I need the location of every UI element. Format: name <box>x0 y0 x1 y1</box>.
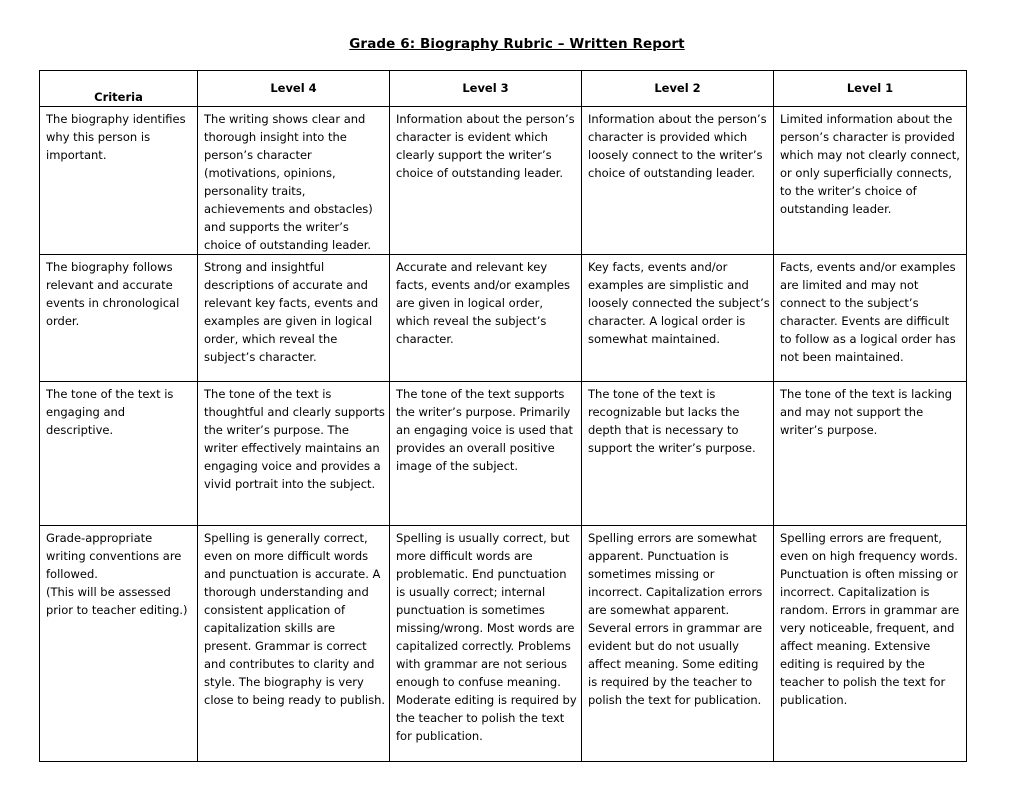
level-2-text: Information about the person’s character is provided which loosely connect to the writer’s choice of outstanding leader. <box>588 112 767 180</box>
level-3-cell <box>390 255 582 382</box>
level-3-text: Information about the person’s character is evident which clearly support the writer’s choice of outstanding leader. <box>396 112 575 180</box>
level-4-text: Spelling is generally correct, even on more difficult words and punctuation is accurate. A thorough understanding and consistent application of capitalization skills are present. Grammar is correct and contributes to clarity and style. The biography is very close to being ready to publish. <box>204 531 386 707</box>
level-4-cell <box>198 382 390 526</box>
level-3-cell <box>390 382 582 526</box>
column-header-level-1: Level 1 <box>774 71 967 107</box>
level-2-text: Key facts, events and/or examples are simplistic and loosely connected the subject’s character. A logical order is somewhat maintained. <box>588 260 770 346</box>
criteria-cell <box>40 255 198 382</box>
level-3-text: Spelling is usually correct, but more difficult words are problematic. End punctuation is usually correct; internal punctuation is sometimes missing/wrong. Most words are capitalized correctly. Problems with grammar are not serious enough to confuse meaning. Moderate editing is required by the teacher to polish the text for publication. <box>396 531 577 743</box>
criteria-text: The biography follows relevant and accurate events in chronological order. <box>46 260 180 328</box>
criteria-cell <box>40 382 198 526</box>
level-1-cell <box>774 107 967 255</box>
level-1-text: Facts, events and/or examples are limited and may not connect to the subject’s character. Events are difficult to follow as a logical order has not been maintained. <box>780 260 956 364</box>
criteria-text: The tone of the text is engaging and descriptive. <box>46 387 174 437</box>
table-row <box>40 255 967 382</box>
level-1-text: The tone of the text is lacking and may not support the writer’s purpose. <box>780 387 953 437</box>
level-3-cell <box>390 526 582 762</box>
rubric-table <box>39 70 967 762</box>
table-row <box>40 526 967 762</box>
level-2-text: Spelling errors are somewhat apparent. Punctuation is sometimes missing or incorrect. Capitalization errors are somewhat apparent. Several errors in grammar are evident but do not usually affect meaning. Some editing is required by the teacher to polish the text for publication. <box>588 531 763 707</box>
level-1-cell <box>774 526 967 762</box>
criteria-cell <box>40 526 198 762</box>
level-3-text: Accurate and relevant key facts, events and/or examples are given in logical order, which reveal the subject’s character. <box>396 260 571 346</box>
table-row <box>40 107 967 255</box>
criteria-text: The biography identifies why this person is important. <box>46 112 186 162</box>
level-2-cell <box>582 107 774 255</box>
level-4-cell <box>198 526 390 762</box>
table-header-row <box>40 71 967 107</box>
table-row <box>40 382 967 526</box>
column-header-level-4: Level 4 <box>198 71 390 107</box>
column-header-level-3: Level 3 <box>390 71 582 107</box>
level-1-text: Limited information about the person’s character is provided which may not clearly connect, or only superficially connects, to the writer’s choice of outstanding leader. <box>780 112 960 216</box>
level-1-cell <box>774 382 967 526</box>
criteria-text: Grade-appropriate writing conventions are followed. (This will be assessed prior to teacher editing.) <box>46 531 188 617</box>
level-2-cell <box>582 526 774 762</box>
level-4-cell <box>198 255 390 382</box>
level-2-text: The tone of the text is recognizable but lacks the depth that is necessary to support the writer’s purpose. <box>588 387 756 455</box>
column-header-level-2: Level 2 <box>582 71 774 107</box>
level-4-cell <box>198 107 390 255</box>
level-2-cell <box>582 382 774 526</box>
level-1-text: Spelling errors are frequent, even on high frequency words. Punctuation is often missing or incorrect. Capitalization is random. Errors in grammar are very noticeable, frequent, and affect meaning. Extensive editing is required by the teacher to polish the text for publication. <box>780 531 960 707</box>
page-title: Grade 6: Biography Rubric – Written Report <box>349 36 685 52</box>
level-4-text: The writing shows clear and thorough insight into the person’s character (motivations, opinions, personality traits, achievements and obstacles) and supports the writer’s choice of outstanding leader. <box>204 112 373 252</box>
level-2-cell <box>582 255 774 382</box>
level-4-text: Strong and insightful descriptions of accurate and relevant key facts, events and examples are given in logical order, which reveal the subject’s character. <box>204 260 379 364</box>
criteria-cell <box>40 107 198 255</box>
level-3-cell <box>390 107 582 255</box>
level-1-cell <box>774 255 967 382</box>
column-header-criteria: Criteria <box>40 71 198 107</box>
level-4-text: The tone of the text is thoughtful and clearly supports the writer’s purpose. The writer effectively maintains an engaging voice and provides a vivid portrait into the subject. <box>204 387 385 491</box>
level-3-text: The tone of the text supports the writer’s purpose. Primarily an engaging voice is used that provides an overall positive image of the subject. <box>396 387 574 473</box>
